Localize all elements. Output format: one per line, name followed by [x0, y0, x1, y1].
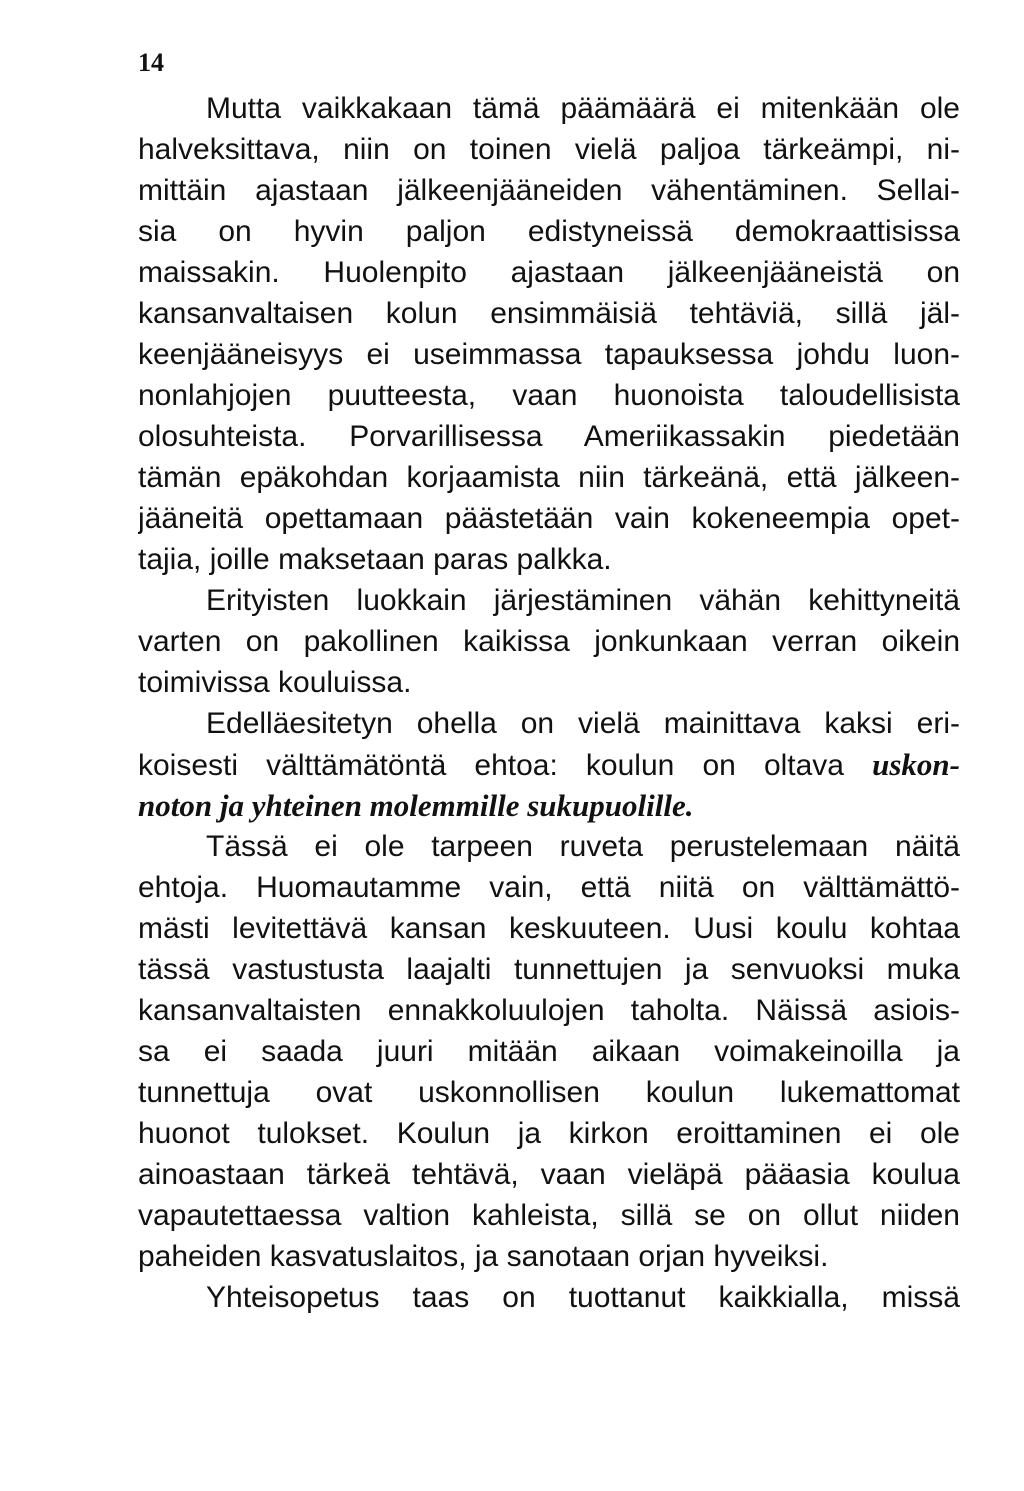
text-line-content: mästi levitettävä kansan keskuuteen. Uusi koulu kohtaa — [138, 912, 960, 945]
emphasized-text: noton ja yhteinen molemmille sukupuolille. — [138, 788, 694, 823]
text-line — [138, 867, 960, 908]
text-line-content: toimivissa kouluissa. — [138, 666, 412, 699]
text-line — [138, 457, 960, 498]
text-line-content: ainoastaan tärkeä tehtävä, vaan vieläpä pääasia koulua — [138, 1158, 960, 1191]
text-line-content: Yhteisopetus taas on tuottanut kaikkialla, missä — [206, 1281, 960, 1314]
text-line-content: tämän epäkohdan korjaamista niin tärkeänä, että jälkeen- — [138, 461, 960, 494]
text-line-content: nonlahjojen puutteesta, vaan huonoista taloudellisista — [138, 379, 960, 412]
text-line — [138, 170, 960, 211]
text-line — [138, 334, 960, 375]
text-line-content: huonot tulokset. Koulun ja kirkon eroittaminen ei ole — [138, 1117, 960, 1150]
text-line — [138, 129, 960, 170]
text-line — [138, 1113, 960, 1154]
text-line-content: Erityisten luokkain järjestäminen vähän kehittyneitä — [206, 584, 960, 617]
text-line — [138, 949, 960, 990]
text-line — [138, 990, 960, 1031]
text-line-content: Edelläesitetyn ohella on vielä mainittava kaksi eri- — [206, 707, 960, 740]
text-line-content: halveksittava, niin on toinen vielä paljoa tärkeämpi, ni- — [138, 133, 960, 166]
emphasized-text: uskon- — [872, 747, 960, 782]
text-line-content: kansanvaltaisten ennakkoluulojen taholta. Näissä asiois- — [138, 994, 960, 1027]
text-line — [138, 1072, 960, 1113]
text-line-content: keenjääneisyys ei useimmassa tapauksessa johdu luon- — [138, 338, 960, 371]
text-line — [138, 498, 960, 539]
text-line-content: sia on hyvin paljon edistyneissä demokraattisissa — [138, 215, 960, 248]
body-text — [138, 88, 960, 1318]
text-line — [138, 1236, 960, 1277]
text-line-content: Tässä ei ole tarpeen ruveta perustelemaan näitä — [206, 830, 960, 863]
text-line-content: tunnettuja ovat uskonnollisen koulun lukemattomat — [138, 1076, 960, 1109]
text-line — [138, 211, 960, 252]
text-line — [138, 580, 960, 621]
text-line-content: tässä vastustusta laajalti tunnettujen ja senvuoksi muka — [138, 953, 960, 986]
text-line-content: jääneitä opettamaan päästetään vain kokeneempia opet- — [138, 502, 960, 535]
text-line-content: koisesti välttämätöntä ehtoa: koulun on oltava — [138, 749, 873, 782]
text-line-content: mittäin ajastaan jälkeenjääneiden vähentäminen. Sellai- — [138, 174, 960, 207]
text-line — [138, 539, 960, 580]
text-line-content: varten on pakollinen kaikissa jonkunkaan verran oikein — [138, 625, 960, 658]
text-line — [138, 1154, 960, 1195]
text-line — [138, 785, 960, 826]
text-line-content: kansanvaltaisen kolun ensimmäisiä tehtäviä, sillä jäl- — [138, 297, 960, 330]
text-line — [138, 703, 960, 744]
text-line-content: maissakin. Huolenpito ajastaan jälkeenjääneistä on — [138, 256, 960, 289]
text-line — [138, 252, 960, 293]
text-line — [138, 1031, 960, 1072]
text-line-content: tajia, joille maksetaan paras palkka. — [138, 543, 612, 576]
text-line-content: ehtoja. Huomautamme vain, että niitä on välttämättö- — [138, 871, 960, 904]
page-number: 14 — [138, 48, 164, 77]
text-line — [138, 662, 960, 703]
text-line — [138, 375, 960, 416]
text-line — [138, 1277, 960, 1318]
text-line — [138, 826, 960, 867]
text-line-content: vapautettaessa valtion kahleista, sillä se on ollut niiden — [138, 1199, 960, 1232]
text-line — [138, 744, 960, 785]
text-line-content: Mutta vaikkakaan tämä päämäärä ei mitenkään ole — [206, 92, 960, 125]
text-line — [138, 293, 960, 334]
text-line — [138, 1195, 960, 1236]
text-line — [138, 416, 960, 457]
text-line-content: olosuhteista. Porvarillisessa Ameriikassakin piedetään — [138, 420, 960, 453]
text-line — [138, 908, 960, 949]
text-line-content: sa ei saada juuri mitään aikaan voimakeinoilla ja — [138, 1035, 960, 1068]
text-line — [138, 88, 960, 129]
text-line — [138, 621, 960, 662]
text-line-content: paheiden kasvatuslaitos, ja sanotaan orjan hyveiksi. — [138, 1240, 829, 1273]
